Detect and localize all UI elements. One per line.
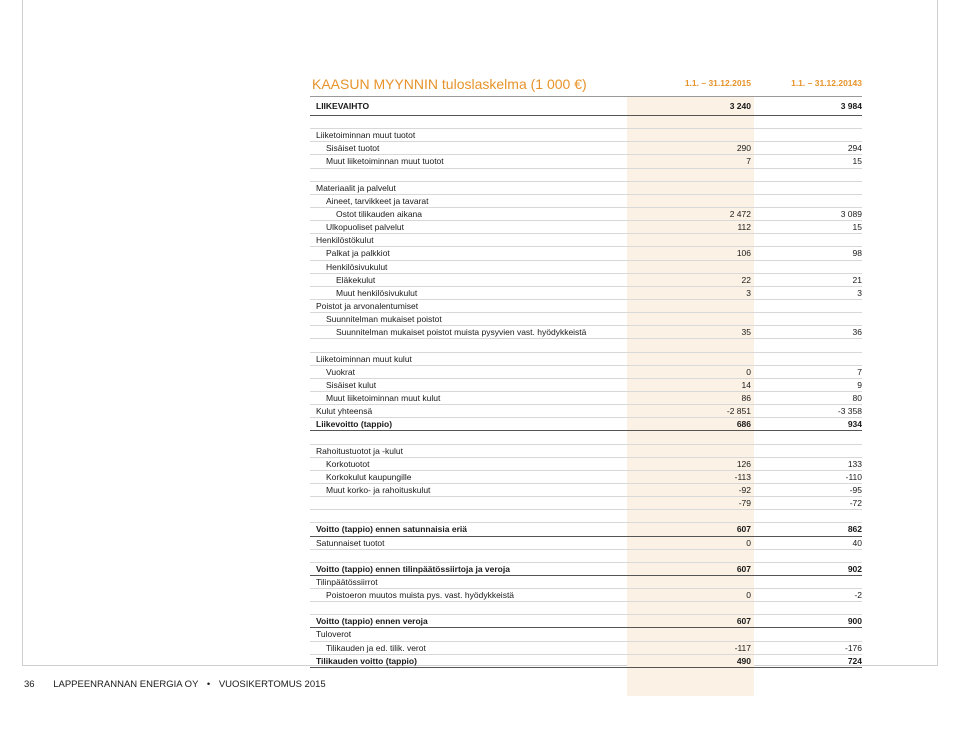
value-2014: 724 [847,655,862,666]
value-2015: 126 [736,458,751,469]
value-2014: 3 089 [840,208,862,219]
row-label: Poistot ja arvonalentumiset [316,300,419,311]
row-label: Palkat ja palkkiot [326,248,390,259]
value-2015: -79 [738,498,751,509]
value-2014: 294 [847,143,862,154]
row-label: Liikevoitto (tappio) [316,419,393,430]
value-2015: -92 [738,484,751,495]
value-2014: 7 [857,366,862,377]
row-label: Suunnitelman mukaiset poistot [326,314,442,325]
value-2014: 9 [857,379,862,390]
row-label: Sisäiset tuotot [326,143,380,154]
table-row [310,550,862,563]
value-2014: 15 [852,156,862,167]
table-row [310,655,862,668]
value-2014: 98 [852,248,862,259]
value-2015: 607 [736,616,751,627]
value-2014: -95 [849,484,862,495]
table-row [310,339,862,352]
row-label: Voitto (tappio) ennen tilinpäätössiirtoja ja veroja [316,563,510,574]
row-label: Kulut yhteensä [316,406,373,417]
value-2015: 0 [746,537,751,548]
table-row [310,247,862,260]
value-2015: 0 [746,590,751,601]
row-label: Tilinpäätössiirrot [316,576,378,587]
value-2015: -117 [734,642,751,653]
row-label: Suunnitelman mukaiset poistot muista pysyvien vast. hyödykkeistä [336,327,587,338]
footer-report-title: VUOSIKERTOMUS 2015 [218,679,326,690]
table-row [310,353,862,366]
value-2015: 3 [746,287,751,298]
table-row [310,116,862,129]
row-label: Korkokulut kaupungille [326,471,412,482]
value-2015: 490 [736,655,751,666]
statement-title: KAASUN MYYNNIN tuloslaskelma (1 000 €) [312,76,587,92]
page-frame-right [937,0,938,665]
value-2014: 3 984 [840,101,862,111]
value-2014: -72 [849,498,862,509]
table-row [310,628,862,641]
row-label: Henkilösivukulut [326,261,388,272]
value-2015: 7 [746,156,751,167]
table-row [310,405,862,418]
value-2015: 607 [736,524,751,535]
value-2015: 35 [741,327,751,338]
row-label: Korkotuotot [326,458,370,469]
row-label: Muut liiketoiminnan muut tuotot [326,156,444,167]
value-2014: 40 [852,537,862,548]
table-row [310,642,862,655]
value-2015: -113 [734,471,751,482]
table-row [310,326,862,339]
value-2014: -110 [845,471,862,482]
column-header-2014: 1.1. – 31.12.20143 [791,78,862,88]
row-label: Voitto (tappio) ennen veroja [316,616,428,627]
table-row [310,431,862,444]
row-label: Poistoeron muutos muista pys. vast. hyödykkeistä [326,590,515,601]
column-header-2015: 1.1. – 31.12.2015 [684,78,751,88]
table-row [310,563,862,576]
value-2015: 686 [736,419,751,430]
table-row [310,366,862,379]
table-row [310,274,862,287]
row-label: LIIKEVAIHTO [316,101,370,111]
value-2014: 15 [852,222,862,233]
table-row [310,602,862,615]
value-2015: 106 [736,248,751,259]
table-row [310,182,862,195]
value-2015: 22 [741,274,751,285]
table-row [310,392,862,405]
value-2014: -3 358 [837,406,862,417]
statement-rows [310,97,862,668]
table-row [310,510,862,523]
row-label: Eläkekulut [336,274,376,285]
value-2015: -2 851 [726,406,751,417]
row-label: Muut henkilösivukulut [336,287,418,298]
row-label: Satunnaiset tuotot [316,537,385,548]
table-row [310,97,862,116]
row-label: Aineet, tarvikkeet ja tavarat [326,195,429,206]
table-row [310,300,862,313]
row-label: Materiaalit ja palvelut [316,182,396,193]
table-row [310,537,862,550]
table-row [310,313,862,326]
row-label: Voitto (tappio) ennen satunnaisia eriä [316,524,467,535]
table-row [310,589,862,602]
row-label: Tilikauden voitto (tappio) [316,655,417,666]
footer-separator: • [206,679,211,690]
value-2015: 112 [737,222,751,233]
value-2014: 133 [847,458,862,469]
row-label: Muut korko- ja rahoituskulut [326,484,431,495]
table-row [310,497,862,510]
statement-header [310,72,862,97]
table-row [310,379,862,392]
value-2015: 3 240 [729,101,751,111]
value-2014: 80 [852,392,862,403]
row-label: Ulkopuoliset palvelut [326,222,404,233]
page-footer [24,679,326,690]
value-2014: -2 [854,590,862,601]
row-label: Henkilöstökulut [316,235,374,246]
table-row [310,484,862,497]
value-2014: 900 [847,616,862,627]
table-row [310,445,862,458]
table-row [310,221,862,234]
row-label: Sisäiset kulut [326,379,377,390]
table-row [310,129,862,142]
table-row [310,576,862,589]
value-2014: 21 [852,274,862,285]
row-label: Vuokrat [326,366,355,377]
page-frame-left [22,0,23,665]
value-2015: 607 [736,563,751,574]
income-statement [310,72,862,668]
value-2014: 862 [847,524,862,535]
value-2015: 14 [741,379,751,390]
row-label: Muut liiketoiminnan muut kulut [326,392,441,403]
table-row [310,471,862,484]
value-2014: 934 [847,419,862,430]
value-2015: 290 [736,143,751,154]
row-label: Ostot tilikauden aikana [336,208,422,219]
table-row [310,615,862,628]
value-2015: 86 [741,392,751,403]
value-2014: 36 [852,327,862,338]
value-2015: 0 [746,366,751,377]
value-2014: -176 [844,642,862,653]
value-2014: 902 [847,563,862,574]
table-row [310,155,862,168]
table-row [310,287,862,300]
table-row [310,142,862,155]
table-row [310,169,862,182]
row-label: Rahoitustuotot ja -kulut [316,445,403,456]
row-label: Liiketoiminnan muut kulut [316,353,412,364]
table-row [310,418,862,431]
table-row [310,523,862,536]
row-label: Liiketoiminnan muut tuotot [316,130,416,141]
value-2014: 3 [857,287,862,298]
table-row [310,195,862,208]
table-row [310,261,862,274]
table-row [310,208,862,221]
value-2015: 2 472 [729,208,751,219]
row-label: Tuloverot [316,629,352,640]
footer-company: LAPPEENRANNAN ENERGIA OY [53,679,199,690]
row-label: Tilikauden ja ed. tilik. verot [326,642,426,653]
table-row [310,458,862,471]
table-row [310,234,862,247]
page-number: 36 [24,679,35,690]
